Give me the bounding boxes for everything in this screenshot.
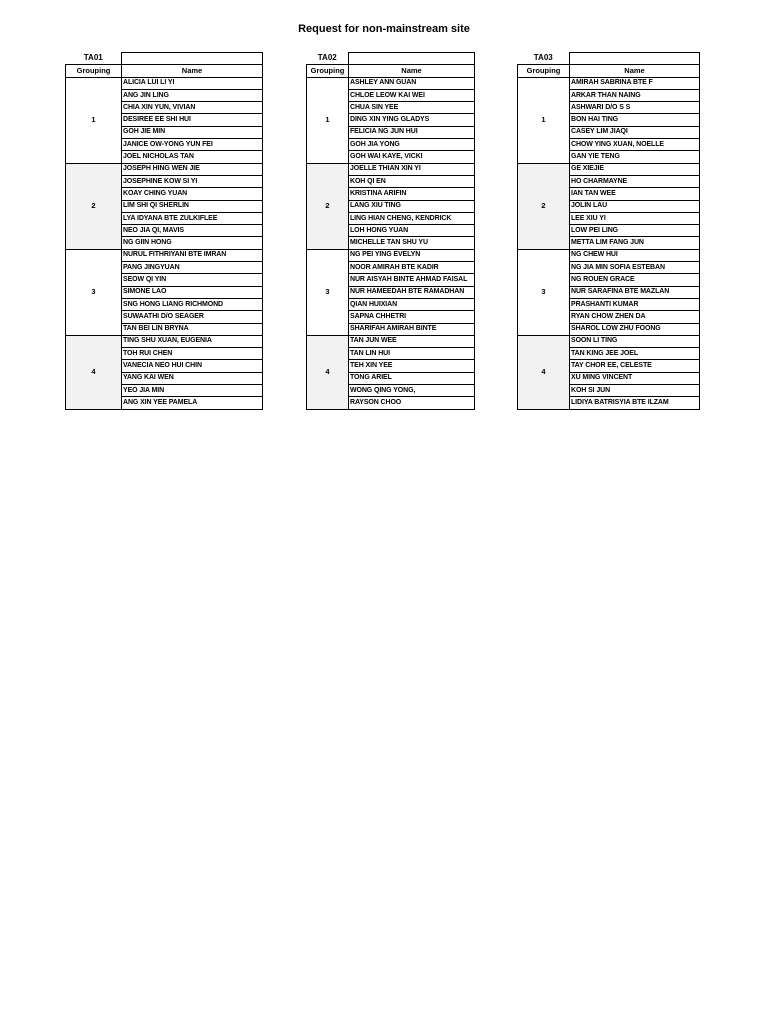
- student-name: NUR AISYAH BINTE AHMAD FAISAL: [349, 274, 475, 286]
- blank-cell: [570, 53, 700, 65]
- group-number: 4: [307, 335, 349, 409]
- grouping-header: Grouping: [518, 65, 570, 77]
- student-name: TAY CHOR EE, CELESTE: [570, 360, 700, 372]
- grouping-header: Grouping: [307, 65, 349, 77]
- table-row: [307, 77, 475, 89]
- student-name: TEH XIN YEE: [349, 360, 475, 372]
- student-name: YANG KAI WEN: [122, 372, 263, 384]
- student-name: GOH WAI KAYE, VICKI: [349, 151, 475, 163]
- student-name: CHIA XIN YUN, VIVIAN: [122, 102, 263, 114]
- table-row: [518, 249, 700, 261]
- student-name: NG CHEW HUI: [570, 249, 700, 261]
- student-name: SHARIFAH AMIRAH BINTE: [349, 323, 475, 335]
- student-name: PANG JINGYUAN: [122, 262, 263, 274]
- student-name: NUR HAMEEDAH BTE RAMADHAN: [349, 286, 475, 298]
- student-name: NOOR AMIRAH BTE KADIR: [349, 262, 475, 274]
- student-name: ALICIA LUI LI YI: [122, 77, 263, 89]
- student-name: SEOW QI YIN: [122, 274, 263, 286]
- student-name: FELICIA NG JUN HUI: [349, 126, 475, 138]
- student-name: KOH SI JUN: [570, 385, 700, 397]
- table-row: [307, 249, 475, 261]
- student-name: SNG HONG LIANG RICHMOND: [122, 298, 263, 310]
- name-header: Name: [570, 65, 700, 77]
- group-number: 3: [66, 249, 122, 335]
- student-name: SAPNA CHHETRI: [349, 311, 475, 323]
- student-name: CHLOE LEOW KAI WEI: [349, 89, 475, 101]
- student-name: BON HAI TING: [570, 114, 700, 126]
- student-name: TOH RUI CHEN: [122, 348, 263, 360]
- student-name: KOAY CHING YUAN: [122, 188, 263, 200]
- student-name: JOELLE THIAN XIN YI: [349, 163, 475, 175]
- student-name: SOON LI TING: [570, 335, 700, 347]
- table-code: TA02: [317, 53, 337, 63]
- student-name: JOSEPH HING WEN JIE: [122, 163, 263, 175]
- student-name: DESIREE EE SHI HUI: [122, 114, 263, 126]
- student-name: KOH QI EN: [349, 175, 475, 187]
- student-name: LOH HONG YUAN: [349, 225, 475, 237]
- name-header: Name: [122, 65, 263, 77]
- student-name: JOEL NICHOLAS TAN: [122, 151, 263, 163]
- roster-table: [65, 52, 263, 410]
- table-row: [66, 163, 263, 175]
- student-name: AMIRAH SABRINA BTE F: [570, 77, 700, 89]
- student-name: CASEY LIM JIAQI: [570, 126, 700, 138]
- student-name: NURUL FITHRIYANI BTE IMRAN: [122, 249, 263, 261]
- student-name: GOH JIA YONG: [349, 139, 475, 151]
- student-name: METTA LIM FANG JUN: [570, 237, 700, 249]
- student-name: DING XIN YING GLADYS: [349, 114, 475, 126]
- group-number: 2: [307, 163, 349, 249]
- student-name: ASHWARI D/O S S: [570, 102, 700, 114]
- student-name: TONG ARIEL: [349, 372, 475, 384]
- student-name: QIAN HUIXIAN: [349, 298, 475, 310]
- student-name: LANG XIU TING: [349, 200, 475, 212]
- student-name: LEE XIU YI: [570, 212, 700, 224]
- student-name: LYA IDYANA BTE ZULKIFLEE: [122, 212, 263, 224]
- roster-table: [306, 52, 475, 410]
- student-name: TAN JUN WEE: [349, 335, 475, 347]
- student-name: NG PEI YING EVELYN: [349, 249, 475, 261]
- student-name: JOSEPHINE KOW SI YI: [122, 175, 263, 187]
- table-row: [518, 163, 700, 175]
- student-name: GE XIEJIE: [570, 163, 700, 175]
- student-name: SHAROL LOW ZHU FOONG: [570, 323, 700, 335]
- student-name: NUR SARAFINA BTE MAZLAN: [570, 286, 700, 298]
- student-name: LING HIAN CHENG, KENDRICK: [349, 212, 475, 224]
- student-name: CHUA SIN YEE: [349, 102, 475, 114]
- student-name: VANECIA NEO HUI CHIN: [122, 360, 263, 372]
- student-name: WONG QING YONG,: [349, 385, 475, 397]
- student-name: LIM SHI QI SHERLIN: [122, 200, 263, 212]
- student-name: NG GIIN HONG: [122, 237, 263, 249]
- table-ta01: [65, 52, 263, 410]
- grouping-header: Grouping: [66, 65, 122, 77]
- group-number: 1: [518, 77, 570, 163]
- student-name: GOH JIE MIN: [122, 126, 263, 138]
- table-row: [66, 77, 263, 89]
- student-name: NG JIA MIN SOFIA ESTEBAN: [570, 262, 700, 274]
- group-number: 2: [518, 163, 570, 249]
- table-code: TA01: [83, 53, 103, 63]
- student-name: TAN KING JEE JOEL: [570, 348, 700, 360]
- student-name: NEO JIA QI, MAVIS: [122, 225, 263, 237]
- group-number: 3: [307, 249, 349, 335]
- table-row: [307, 163, 475, 175]
- blank-cell: [349, 53, 475, 65]
- student-name: ANG XIN YEE PAMELA: [122, 397, 263, 409]
- student-name: SUWAATHI D/O SEAGER: [122, 311, 263, 323]
- student-name: JANICE OW-YONG YUN FEI: [122, 139, 263, 151]
- student-name: KRISTINA ARIFIN: [349, 188, 475, 200]
- student-name: CHOW YING XUAN, NOELLE: [570, 139, 700, 151]
- blank-cell: [122, 53, 263, 65]
- student-name: TING SHU XUAN, EUGENIA: [122, 335, 263, 347]
- group-number: 3: [518, 249, 570, 335]
- student-name: ANG JIN LING: [122, 89, 263, 101]
- table-row: [518, 77, 700, 89]
- student-name: RYAN CHOW ZHEN DA: [570, 311, 700, 323]
- student-name: RAYSON CHOO: [349, 397, 475, 409]
- group-number: 2: [66, 163, 122, 249]
- table-row: [307, 335, 475, 347]
- table-code: TA03: [533, 53, 553, 63]
- student-name: TAN BEI LIN BRYNA: [122, 323, 263, 335]
- student-name: HO CHARMAYNE: [570, 175, 700, 187]
- student-name: NG ROUEN GRACE: [570, 274, 700, 286]
- group-number: 4: [66, 335, 122, 409]
- table-row: [66, 249, 263, 261]
- student-name: XU MING VINCENT: [570, 372, 700, 384]
- student-name: MICHELLE TAN SHU YU: [349, 237, 475, 249]
- group-number: 1: [66, 77, 122, 163]
- student-name: LIDIYA BATRISYIA BTE ILZAM: [570, 397, 700, 409]
- page-title: Request for non-mainstream site: [298, 23, 470, 35]
- table-row: [518, 335, 700, 347]
- student-name: JOLIN LAU: [570, 200, 700, 212]
- group-number: 4: [518, 335, 570, 409]
- student-name: SIMONE LAO: [122, 286, 263, 298]
- student-name: TAN LIN HUI: [349, 348, 475, 360]
- student-name: GAN YIE TENG: [570, 151, 700, 163]
- student-name: IAN TAN WEE: [570, 188, 700, 200]
- roster-table: [517, 52, 700, 410]
- group-number: 1: [307, 77, 349, 163]
- table-ta02: [306, 52, 475, 410]
- student-name: ASHLEY ANN GUAN: [349, 77, 475, 89]
- name-header: Name: [349, 65, 475, 77]
- student-name: LOW PEI LING: [570, 225, 700, 237]
- table-ta03: [517, 52, 700, 410]
- student-name: ARKAR THAN NAING: [570, 89, 700, 101]
- table-row: [66, 335, 263, 347]
- student-name: PRASHANTI KUMAR: [570, 298, 700, 310]
- student-name: YEO JIA MIN: [122, 385, 263, 397]
